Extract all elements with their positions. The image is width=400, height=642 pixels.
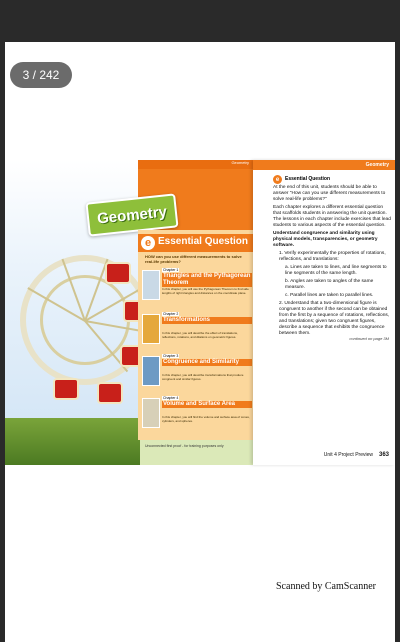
gondola [105, 262, 131, 284]
chapter-thumbnail [142, 398, 160, 428]
standard-heading: Understand congruence and similarity using physical models, transparencies, or geometry software. [273, 231, 378, 248]
chapter-label: Chapter 1 [163, 268, 179, 272]
right-page [253, 160, 395, 465]
left-page-footer: Unconnected first proof - for training purposes only [145, 444, 224, 448]
standard-subitem: b. Angles are taken to angles of the same measure. [285, 279, 374, 290]
chapter-thumbnail [142, 270, 160, 300]
geometry-title-banner: Geometry [85, 193, 178, 236]
chapter-preview [142, 396, 251, 432]
chapter-preview [142, 268, 251, 304]
eq-question: HOW can you use different measurements to solve real-life problems? [145, 254, 242, 264]
chapter-title: Triangles and the Pythagorean Theorem [163, 273, 251, 286]
standard-subitem: a. Lines are taken to lines, and line segments to line segments of the same length. [285, 265, 387, 276]
footer-label: Unit 4 Project Preview [323, 452, 373, 458]
chapter-description: In this chapter, you will find the volume and surface area of cones, cylinders, and spheres. [162, 415, 250, 423]
chapter-thumbnail [142, 356, 160, 386]
eq-title-bar [138, 234, 253, 252]
chapter-preview [142, 354, 251, 390]
essential-question-panel [138, 230, 253, 440]
essential-question-icon: e [141, 236, 155, 250]
right-page-body [273, 185, 391, 339]
chapter-title: Transformations [162, 317, 252, 324]
orange-top-strip [138, 160, 253, 169]
page-indicator[interactable]: 3 / 242 [10, 62, 72, 88]
right-unit-bar [253, 160, 395, 170]
chapter-description: In this chapter, you will describe transformations that produce congruent and similar figures. [162, 373, 244, 381]
intro-paragraph: At the end of this unit, students should be able to answer "How can you use different measurements to solve real-life problems?" [273, 185, 386, 202]
left-page [5, 160, 253, 465]
gondola [53, 378, 79, 400]
ground-foliage [5, 418, 140, 465]
gondola [97, 382, 123, 404]
scanned-spread [5, 160, 395, 465]
continued-note: continued on page 3M [349, 336, 389, 341]
chapter-preview [142, 312, 251, 348]
eq-heading: Essential Question [158, 236, 249, 247]
page-number: 363 [378, 452, 389, 458]
standard-subitem: c. Parallel lines are taken to parallel lines. [285, 293, 374, 298]
chapter-description: In this chapter, you will describe the effect of translations, reflections, rotations, and dilations on geometric figures. [162, 331, 238, 339]
chapter-title: Volume and Surface Area [162, 401, 252, 408]
chapter-label: Chapter 3 [163, 354, 179, 358]
left-unit-tag: Geometry [231, 160, 249, 165]
camscanner-watermark: Scanned by CamScanner [276, 581, 376, 592]
right-page-footer [324, 452, 389, 458]
chapter-label: Chapter 2 [163, 312, 179, 316]
chapter-thumbnail [142, 314, 160, 344]
chapter-description: In this chapter, you will use the Pythagorean Theorem to find side lengths of right triangles and distances on the coordinate plane. [162, 287, 249, 295]
right-heading: Essential Question [285, 176, 331, 182]
chapter-title: Congruence and Similarity [162, 359, 252, 366]
chapter-label: Chapter 4 [163, 396, 179, 400]
standard-item: 2. Understand that a two-dimensional figure is congruent to another if the second can be obtained from the first by a sequence of rotations, reflections, and translations; given two congruent figures, describe a sequence that exhibits the congruence between them. [279, 301, 390, 336]
right-unit-tag: Geometry [365, 162, 389, 168]
body-paragraph: Each chapter explores a different essential question that scaffolds students in answering the unit question. The lessons in each chapter include exercises that lead students to various aspects of the essential question. [273, 205, 391, 228]
standard-item: 1. Verify experimentally the properties of rotations, reflections, and translations: [279, 251, 386, 262]
essential-question-icon: e [273, 175, 282, 184]
